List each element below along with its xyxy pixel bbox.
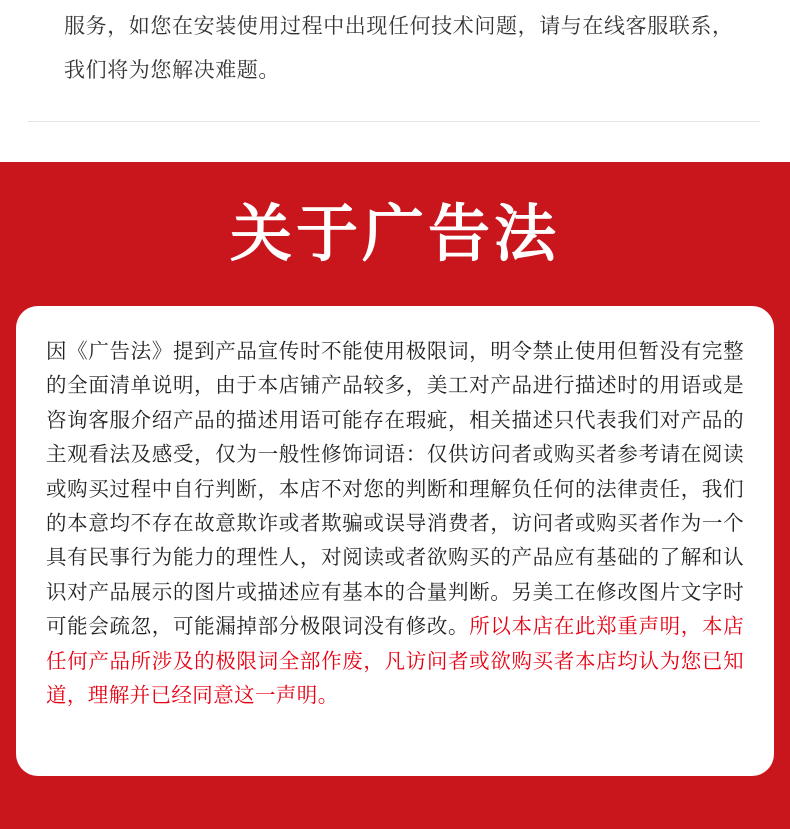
ad-law-notice-card xyxy=(16,306,774,776)
intro-section xyxy=(0,0,790,162)
intro-text: 服务，如您在安装使用过程中出现任何技术问题，请与在线客服联系，我们将为您解决难题。 xyxy=(64,14,734,82)
section-divider xyxy=(28,121,760,122)
ad-law-body: 因《广告法》提到产品宣传时不能使用极限词，明令禁止使用但暂没有完整的全面清单说明，由于本店铺产品较多，美工对产品进行描述时的用语或是咨询客服介绍产品的描述用语可能存在瑕疵，相关描述只代表我们对产品的主观看法及感受，仅为一般性修饰词语：仅供访问者或购买者参考请在阅读或购买过程中自行判断，本店不对您的判断和理解负任何的法律责任，我们的本意均不存在故意欺诈或者欺骗或误导消费者，访问者或购买者作为一个具有民事行为能力的理性人，对阅读或者欲购买的产品应有基础的了解和认识对产品展示的图片或描述应有基本的合量判断。另美工在修改图片文字时可能会疏忽，可能漏掉部分极限词没有修改。 xyxy=(46,339,744,639)
ad-law-section xyxy=(0,162,790,829)
ad-law-emphasis: 所以本店在此郑重声明，本店任何产品所涉及的极限词全部作废，凡访问者或欲购买者本店均认为您已知道，理解并已经同意这一声明。 xyxy=(46,614,744,708)
ad-law-title: 关于广告法 xyxy=(229,197,560,270)
ad-law-notice xyxy=(46,334,744,712)
